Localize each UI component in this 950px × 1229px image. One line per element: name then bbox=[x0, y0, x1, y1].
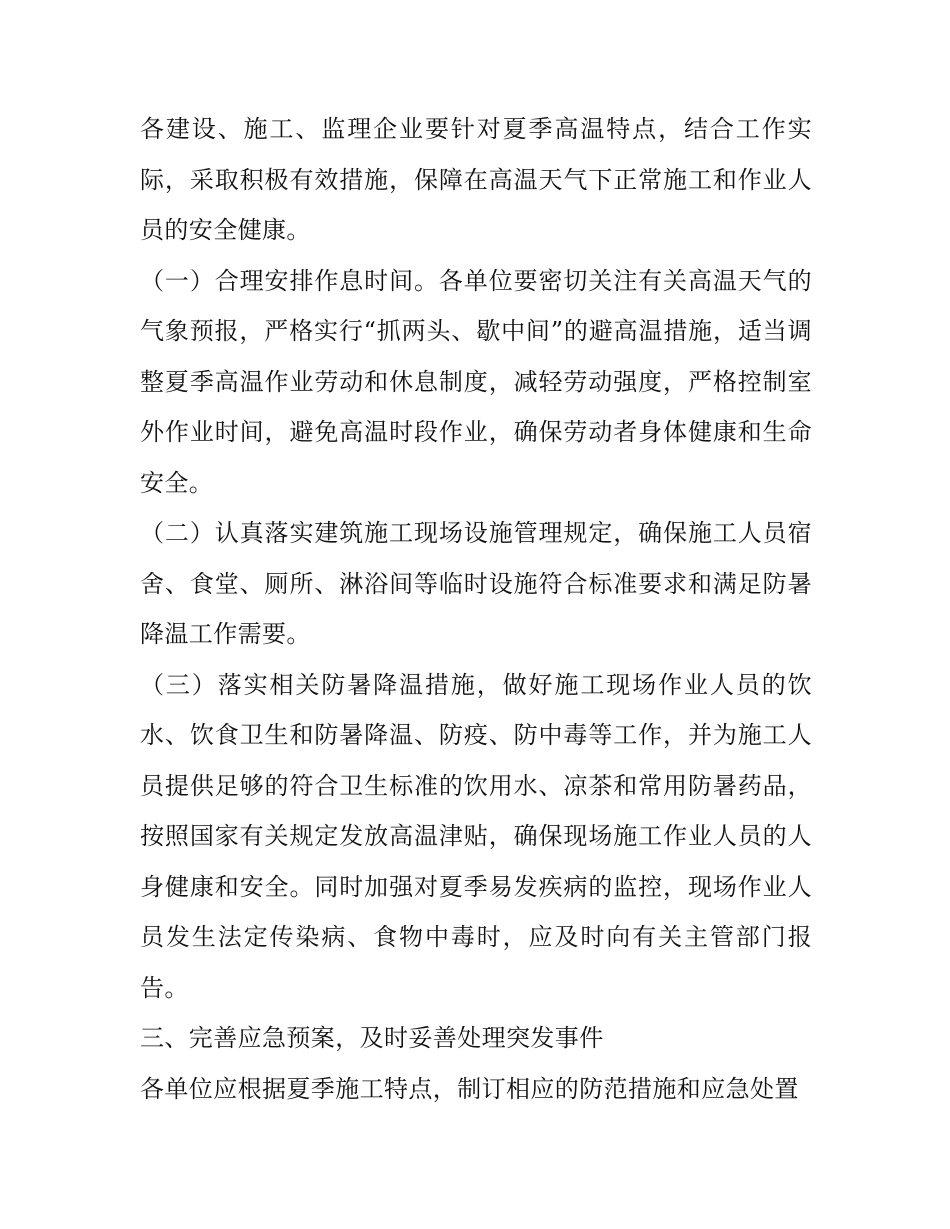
document-body bbox=[140, 104, 812, 1114]
paragraph-item-3: （三）落实相关防暑降温措施，做好施工现场作业人员的饮水、饮食卫生和防暑降温、防疫、防中毒等工作，并为施工人员提供足够的符合卫生标准的饮用水、凉茶和常用防暑药品，按照国家有关规定发放高温津贴，确保现场施工作业人员的人身健康和安全。同时加强对夏季易发疾病的监控，现场作业人员发生法定传染病、食物中毒时，应及时向有关主管部门报告。 bbox=[140, 670, 812, 1002]
paragraph-section-3-body: 各单位应根据夏季施工特点，制订相应的防范措施和应急处置 bbox=[140, 1074, 799, 1103]
paragraph-intro: 各建设、施工、监理企业要针对夏季高温特点，结合工作实际，采取积极有效措施，保障在高温天气下正常施工和作业人员的安全健康。 bbox=[140, 115, 812, 244]
section-heading-3: 三、完善应急预案，及时妥善处理突发事件 bbox=[140, 1024, 604, 1052]
paragraph-item-1: （一）合理安排作息时间。各单位要密切关注有关高温天气的气象预报，严格实行“抓两头、歇中间”的避高温措施，适当调整夏季高温作业劳动和休息制度，减轻劳动强度，严格控制室外作业时间，避免高温时段作业，确保劳动者身体健康和生命安全。 bbox=[140, 266, 812, 497]
paragraph-item-2: （二）认真落实建筑施工现场设施管理规定，确保施工人员宿舍、食堂、厕所、淋浴间等临时设施符合标准要求和满足防暑降温工作需要。 bbox=[140, 519, 812, 648]
